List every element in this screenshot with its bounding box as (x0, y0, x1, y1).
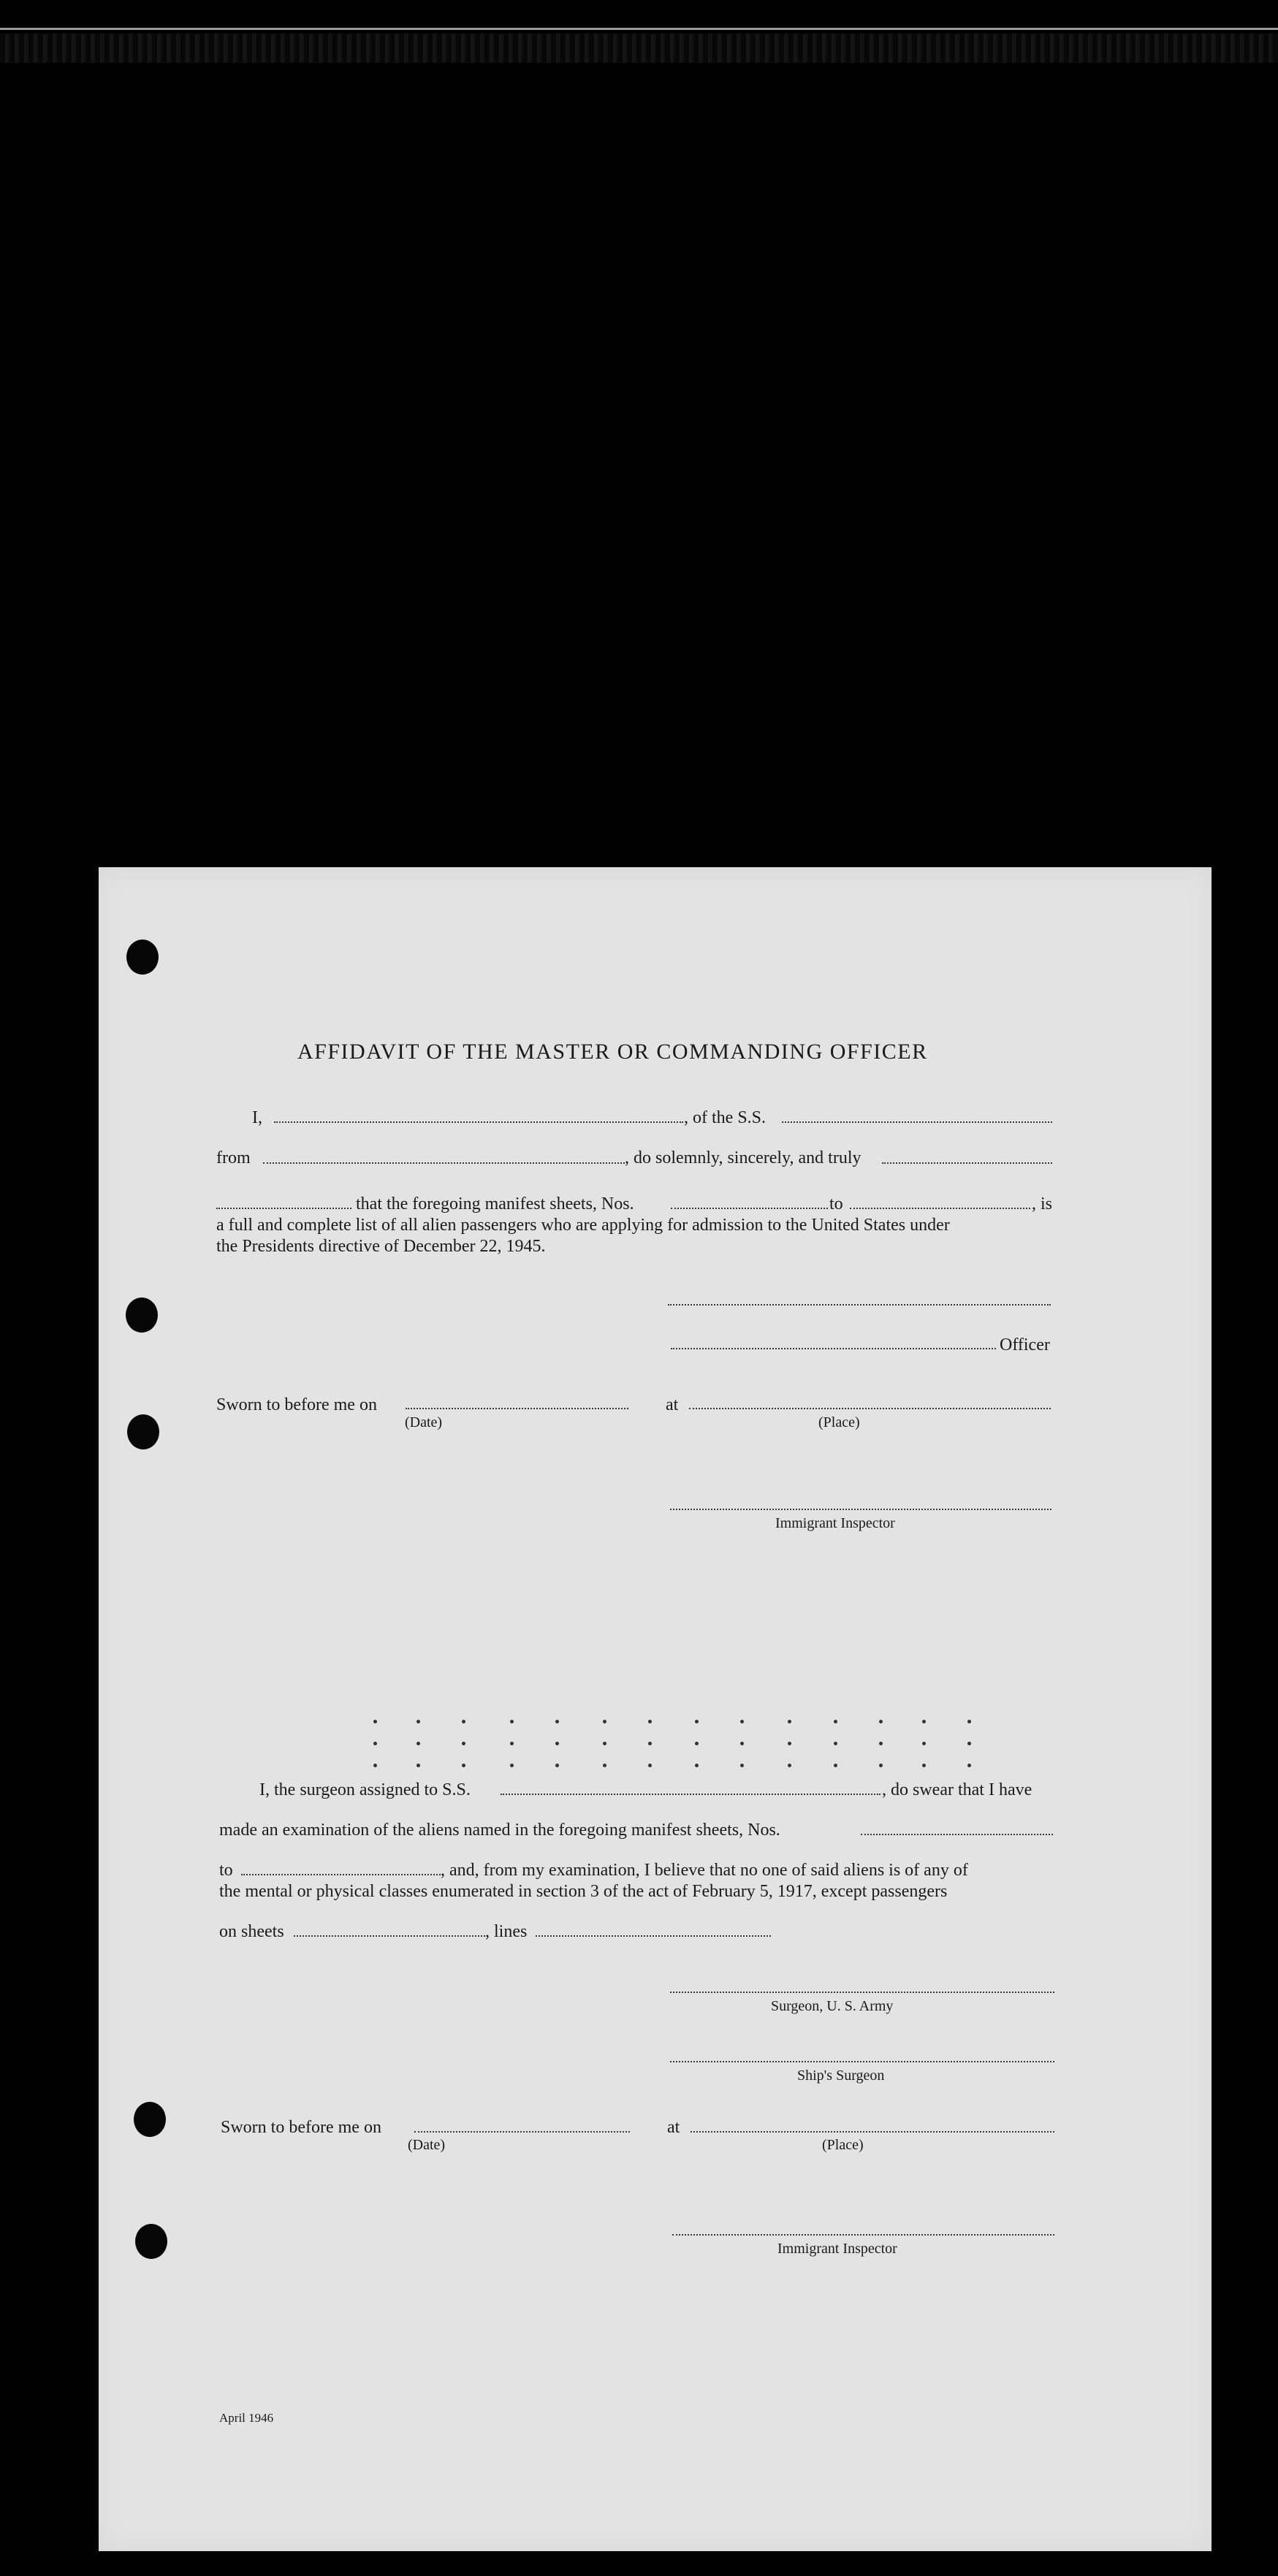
of-ss-label: , of the S.S. (684, 1108, 767, 1127)
ship-surgeon-label: Ship's Surgeon (797, 2068, 885, 2084)
surgeon-manifest-to-field[interactable] (241, 1874, 441, 1875)
inspector-signature-field[interactable] (670, 1509, 1051, 1510)
except-sheets-field[interactable] (294, 1935, 485, 1937)
surgeon-place-caption: (Place) (822, 2137, 864, 2153)
i-label: I, (252, 1108, 262, 1127)
army-surgeon-signature-field[interactable] (670, 1992, 1054, 1993)
sworn-label: Sworn to before me on (216, 1395, 377, 1414)
surgeon-ss-label: I, the surgeon assigned to S.S. (259, 1780, 471, 1799)
army-surgeon-label: Surgeon, U. S. Army (771, 1998, 894, 2014)
surgeon-inspector-signature-field[interactable] (672, 2234, 1054, 2236)
to-label: to (829, 1194, 843, 1213)
surgeon-swear-label: , do swear that I have (882, 1780, 1032, 1799)
master-signature-field[interactable] (668, 1304, 1051, 1306)
except-lines-field[interactable] (536, 1935, 771, 1937)
surgeon-classes-label: the mental or physical classes enumerated in section 3 of the act of February 5, 1917, except passengers (219, 1882, 948, 1901)
ship-surgeon-signature-field[interactable] (670, 2061, 1054, 2062)
oath-field[interactable] (882, 1162, 1052, 1164)
punch-hole (134, 2102, 166, 2137)
punch-hole (135, 2224, 167, 2259)
statement-line-3: the Presidents directive of December 22, 1945. (216, 1237, 546, 1256)
surgeon-date-caption: (Date) (408, 2137, 446, 2153)
is-label: , is (1032, 1194, 1053, 1213)
officer-signature-field[interactable] (671, 1348, 996, 1349)
manifest-label: that the foregoing manifest sheets, Nos. (356, 1194, 634, 1213)
surgeon-ship-field[interactable] (501, 1794, 880, 1795)
surgeon-sworn-label: Sworn to before me on (221, 2118, 381, 2137)
punch-hole (126, 940, 159, 975)
scan-top-edge (0, 28, 1278, 30)
surgeon-at-label: at (667, 2118, 680, 2137)
surgeon-sworn-date-field[interactable] (414, 2131, 630, 2133)
form-page (99, 867, 1212, 2551)
surgeon-inspector-label: Immigrant Inspector (777, 2241, 897, 2257)
form-title: AFFIDAVIT OF THE MASTER OR COMMANDING OFFICER (297, 1040, 928, 1064)
officer-label: Officer (1000, 1335, 1050, 1354)
lines-label: , lines (485, 1922, 528, 1941)
manifest-from-field[interactable] (671, 1208, 828, 1209)
surgeon-sworn-place-field[interactable] (691, 2131, 1054, 2133)
oath-continuation-field[interactable] (216, 1208, 351, 1209)
date-caption: (Date) (405, 1414, 443, 1430)
surgeon-to-label: to (219, 1861, 233, 1880)
scan-top-noise (0, 34, 1278, 63)
sworn-place-field[interactable] (689, 1408, 1051, 1409)
statement-line-2: a full and complete list of all alien passengers who are applying for admission to the United States under (216, 1216, 950, 1235)
from-label: from (216, 1148, 251, 1167)
surgeon-manifest-from-field[interactable] (861, 1834, 1053, 1835)
form-revision-date: April 1946 (219, 2411, 274, 2425)
place-caption: (Place) (818, 1414, 860, 1430)
surgeon-made-label: made an examination of the aliens named in the foregoing manifest sheets, Nos. (219, 1821, 780, 1840)
inspector-label: Immigrant Inspector (775, 1515, 895, 1531)
manifest-to-field[interactable] (850, 1208, 1030, 1209)
surgeon-belief-label: , and, from my examination, I believe that no one of said aliens is of any of (441, 1861, 968, 1880)
master-name-field[interactable] (274, 1121, 683, 1123)
on-sheets-label: on sheets (219, 1922, 284, 1941)
sworn-date-field[interactable] (406, 1408, 628, 1409)
at-label: at (666, 1395, 679, 1414)
punch-hole (126, 1297, 158, 1333)
punch-hole (127, 1414, 159, 1449)
from-port-field[interactable] (263, 1162, 625, 1164)
swear-label: , do solemnly, sincerely, and truly (625, 1148, 861, 1167)
ship-name-field[interactable] (782, 1121, 1052, 1123)
